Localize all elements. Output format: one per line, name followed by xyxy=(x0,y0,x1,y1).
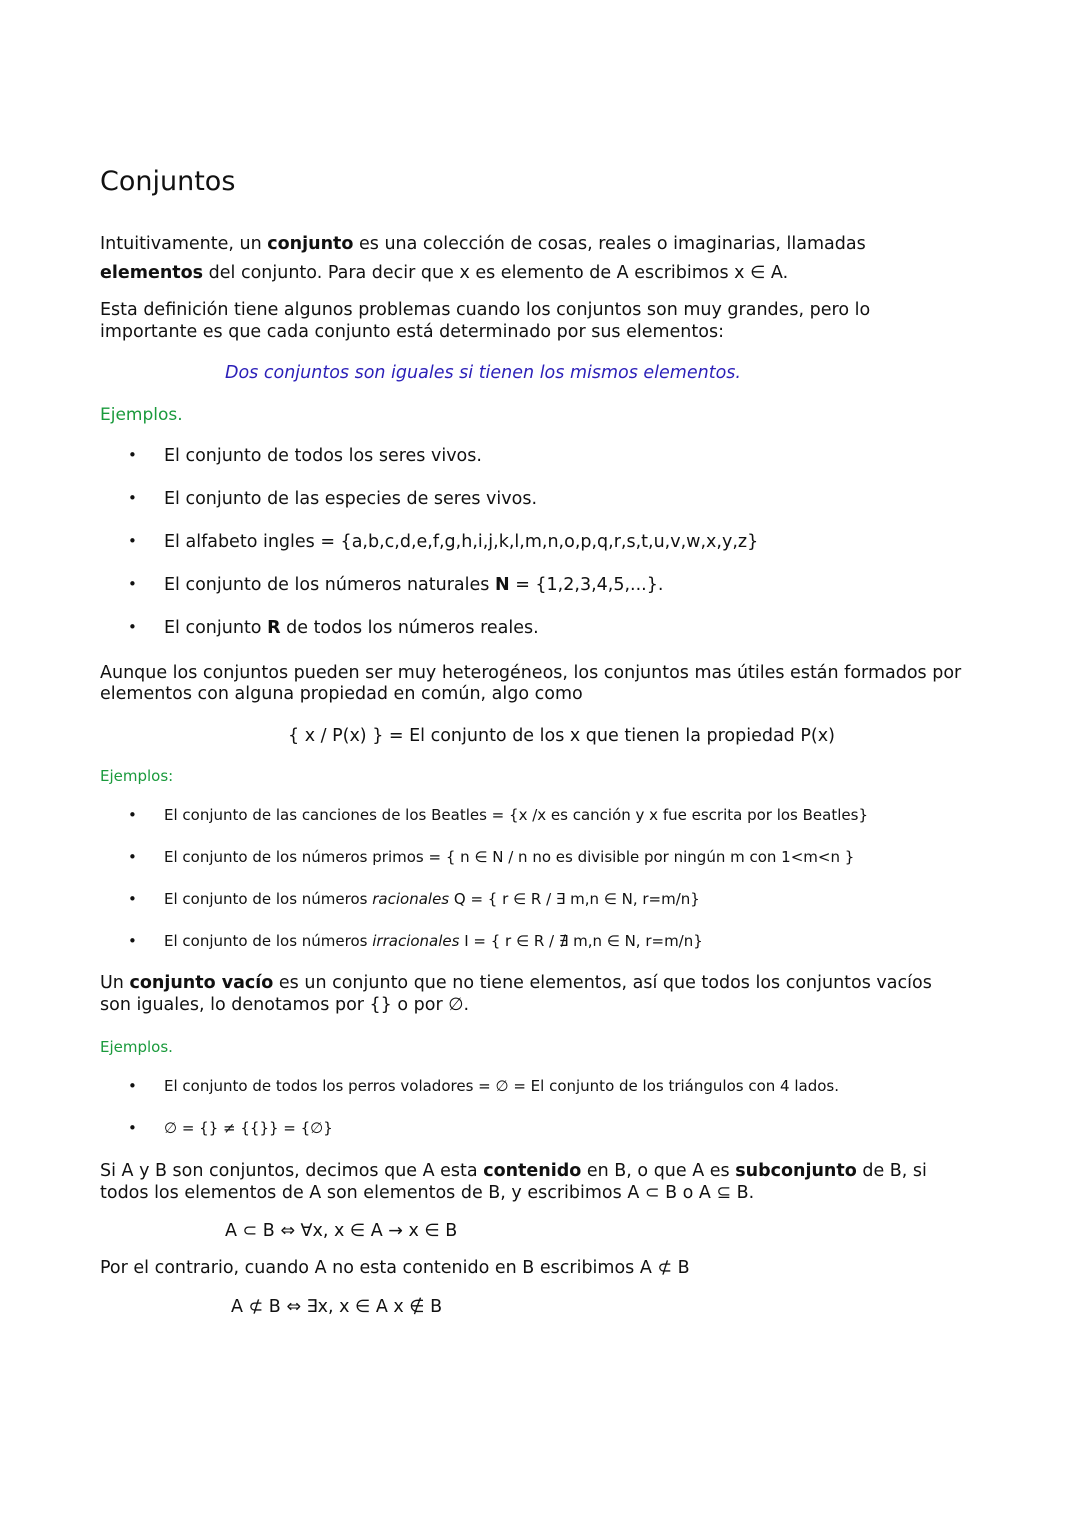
bullet-icon: • xyxy=(128,532,137,550)
intro-line-2: elementos del conjunto. Para decir que x es elemento de A escribimos x ∈ A. xyxy=(100,263,789,283)
bullet-icon: • xyxy=(128,575,137,593)
subset-line-1: Si A y B son conjuntos, decimos que A esta contenido en B, o que A es subconjunto de B, si xyxy=(100,1161,927,1181)
empty-set-line-1: Un conjunto vacío es un conjunto que no tiene elementos, así que todos los conjuntos vacíos xyxy=(100,973,932,993)
page-title: Conjuntos xyxy=(100,166,236,197)
subset-formula: A ⊂ B ⇔ ∀x, x ∈ A → x ∈ B xyxy=(225,1221,458,1241)
term-subconjunto: subconjunto xyxy=(735,1161,857,1181)
quote-statement: Dos conjuntos son iguales si tienen los mismos elementos. xyxy=(225,363,741,383)
bullet-icon: • xyxy=(128,1119,137,1137)
bullet-icon: • xyxy=(128,848,137,866)
intro-line-1: Intuitivamente, un conjunto es una colección de cosas, reales o imaginarias, llamadas xyxy=(100,234,866,254)
examples-heading-3: Ejemplos. xyxy=(100,1038,173,1056)
bullet-icon: • xyxy=(128,806,137,824)
examples-heading-1: Ejemplos. xyxy=(100,405,183,425)
hetero-line-1: Aunque los conjuntos pueden ser muy heterogéneos, los conjuntos mas útiles están formados por xyxy=(100,663,962,683)
term-conjunto: conjunto xyxy=(267,234,354,254)
not-subset-formula: A ⊄ B ⇔ ∃x, x ∈ A x ∉ B xyxy=(231,1297,443,1317)
bullet-icon: • xyxy=(128,1077,137,1095)
set-builder-formula: { x / P(x) } = El conjunto de los x que tienen la propiedad P(x) xyxy=(288,726,835,746)
examples-heading-2: Ejemplos: xyxy=(100,767,174,785)
term-contenido: contenido xyxy=(483,1161,582,1181)
term-conjunto-vacio: conjunto vacío xyxy=(129,973,274,993)
definition-line-2: importante es que cada conjunto está determinado por sus elementos: xyxy=(100,322,724,342)
bullet-icon: • xyxy=(128,618,137,636)
term-elementos: elementos xyxy=(100,263,204,283)
bullet-icon: • xyxy=(128,446,137,464)
hetero-line-2: elementos con alguna propiedad en común, algo como xyxy=(100,684,583,704)
bullet-icon: • xyxy=(128,890,137,908)
not-subset-line: Por el contrario, cuando A no esta contenido en B escribimos A ⊄ B xyxy=(100,1258,690,1278)
empty-set-line-2: son iguales, lo denotamos por {} o por ∅. xyxy=(100,995,470,1015)
definition-line-1: Esta definición tiene algunos problemas cuando los conjuntos son muy grandes, pero lo xyxy=(100,300,871,320)
subset-line-2: todos los elementos de A son elementos de B, y escribimos A ⊂ B o A ⊆ B. xyxy=(100,1183,755,1203)
bullet-icon: • xyxy=(128,932,137,950)
bullet-icon: • xyxy=(128,489,137,507)
